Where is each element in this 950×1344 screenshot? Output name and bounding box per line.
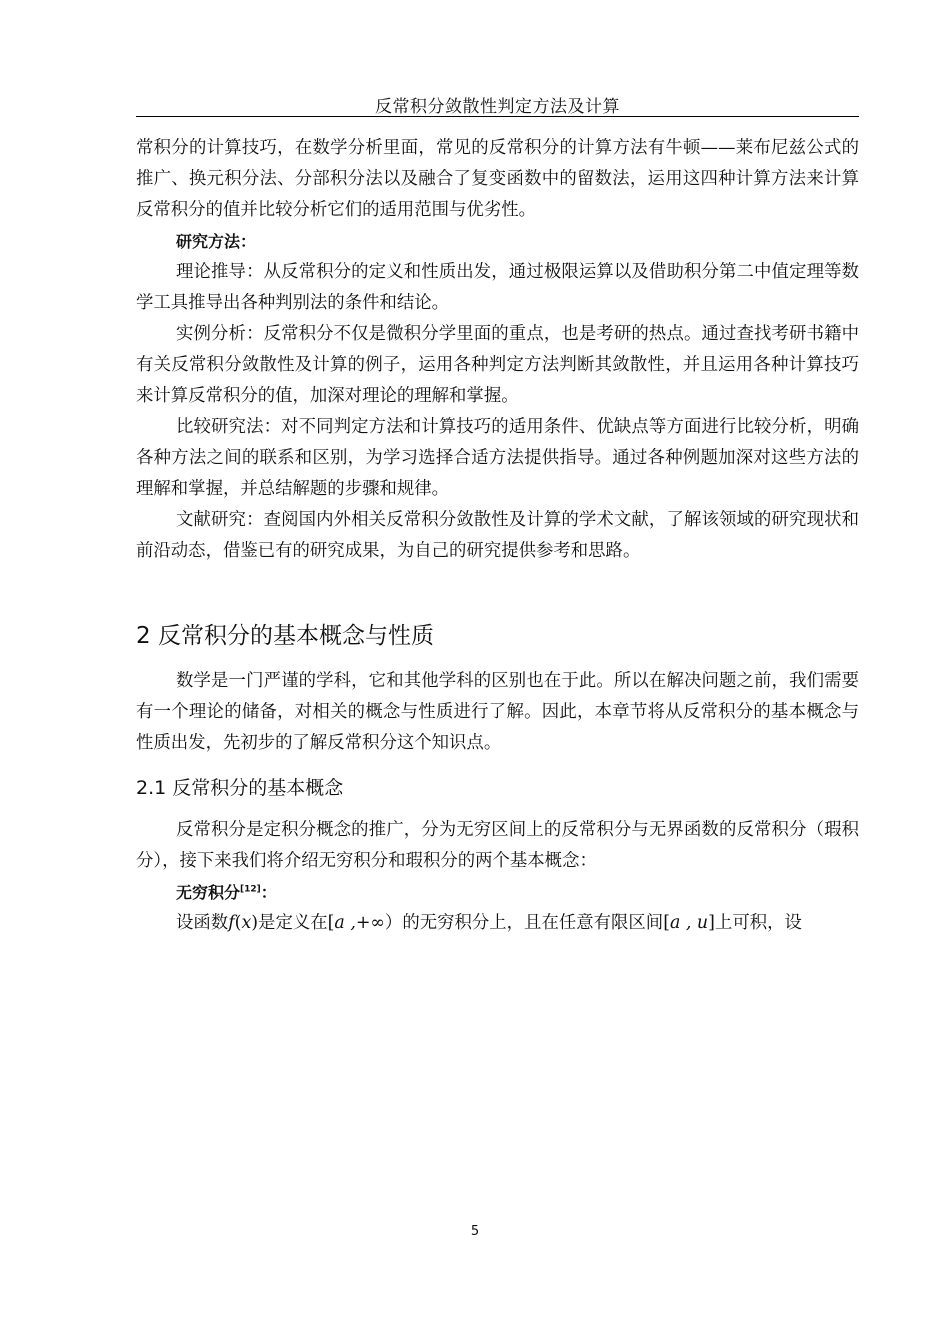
page-number: 5 [470, 1224, 480, 1239]
definition-paragraph [136, 908, 859, 939]
open-bracket: [ [327, 913, 335, 933]
paragraph-section2-intro: 数学是一门严谨的学科，它和其他学科的区别也在于此。所以在解决问题之前，我们需要有一个理论的储备，对相关的概念与性质进行了解。因此，本章节将从反常积分的基本概念与性质出发，先初步的了解反常积分这个知识点。 [136, 671, 859, 753]
close-paren: ) [251, 913, 259, 933]
methods-heading: 研究方法： [176, 232, 257, 251]
close-bracket-2: ] [708, 913, 715, 933]
open-paren: ( [234, 913, 242, 933]
function-name: f [228, 913, 235, 933]
open-bracket-2: [ [663, 913, 670, 933]
page-body [136, 133, 859, 939]
section-2-1-heading: 2.1 反常积分的基本概念 [136, 777, 344, 799]
running-header: 反常积分敛散性判定方法及计算 [375, 97, 620, 117]
definition-heading [176, 877, 859, 908]
close-paren-interval: ） [384, 913, 403, 933]
definition-text-4: 上可积，设 [714, 913, 802, 933]
paragraph-examples: 实例分析：反常积分不仅是微积分学里面的重点，也是考研的热点。通过查找考研书籍中有关反常积分敛散性及计算的例子，运用各种判定方法判断其敛散性，并且运用各种计算技巧来计算反常积分的值，加深对理论的理解和掌握。 [136, 324, 859, 406]
definition-text-3: 的无穷积分上，且在任意有限区间 [402, 913, 664, 933]
paragraph-intro-continued: 常积分的计算技巧，在数学分析里面，常见的反常积分的计算方法有牛顿——莱布尼兹公式的推广、换元积分法、分部积分法以及融合了复变函数中的留数法，运用这四种计算方法来计算反常积分的值并比较分析它们的适用范围与优劣性。 [136, 138, 859, 220]
definition-text-2: 是定义在 [258, 913, 328, 933]
definition-colon: ： [260, 883, 277, 902]
section-2-heading: 2 反常积分的基本概念与性质 [136, 623, 434, 649]
paragraph-section2-1-intro: 反常积分是定积分概念的推广，分为无穷区间上的反常积分与无界函数的反常积分（瑕积分），接下来我们将介绍无穷积分和瑕积分的两个基本概念： [136, 820, 859, 871]
paragraph-comparison: 比较研究法：对不同判定方法和计算技巧的适用条件、优缺点等方面进行比较分析，明确各种方法之间的联系和区别，为学习选择合适方法提供指导。通过各种例题加深对这些方法的理解和掌握，并总结解题的步骤和规律。 [136, 417, 859, 499]
paragraph-theory: 理论推导：从反常积分的定义和性质出发，通过极限运算以及借助积分第二中值定理等数学工具推导出各种判别法的条件和结论。 [136, 262, 859, 313]
paragraph-literature: 文献研究：查阅国内外相关反常积分敛散性及计算的学术文献，了解该领域的研究现状和前沿动态，借鉴已有的研究成果，为自己的研究提供参考和思路。 [136, 510, 859, 561]
function-variable: x [241, 913, 252, 933]
header-rule [136, 116, 859, 117]
interval-infinite: a ,+∞ [334, 913, 385, 933]
citation-ref: [12] [240, 884, 261, 895]
definition-title: 无穷积分 [176, 883, 241, 902]
definition-text-1: 设函数 [176, 913, 229, 933]
interval-finite: a , u [669, 913, 709, 933]
